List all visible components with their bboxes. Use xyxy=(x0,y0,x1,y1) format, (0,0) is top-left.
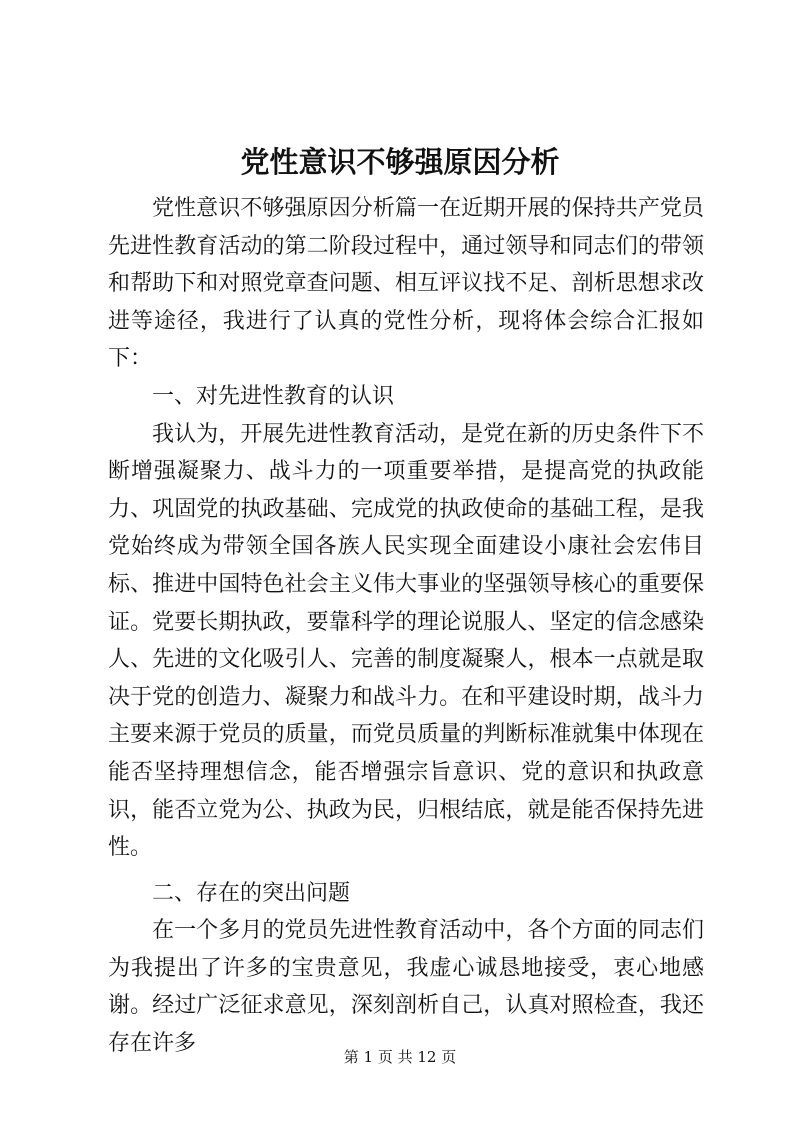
section-heading-2: 二、存在的突出问题 xyxy=(152,880,351,906)
paragraph-understanding: 我认为，开展先进性教育活动，是党在新的历史条件下不断增强凝聚力、战斗力的一项重要举措，是提高党的执政能力、巩固党的执政基础、完成党的执政使命的基础工程，是我党始终成为带领全国各族人民实现全面建设小康社会宏伟目标、推进中国特色社会主义伟大事业的坚强领导核心的重要保证。党要长期执政，要靠科学的理论说服人、坚定的信念感染人、先进的文化吸引人、完善的制度凝聚人，根本一点就是取决于党的创造力、凝聚力和战斗力。在和平建设时期，战斗力主要来源于党员的质量，而党员质量的判断标准就集中体现在能否坚持理想信念，能否增强宗旨意识、党的意识和执政意识，能否立党为公、执政为民，归根结底，就是能否保持先进性。 xyxy=(108,421,704,861)
paragraph-gap xyxy=(108,867,704,875)
paragraph-problems: 在一个多月的党员先进性教育活动中，各个方面的同志们为我提出了许多的宝贵意见，我虚心诚恳地接受，衷心地感谢。经过广泛征求意见，深刻剖析自己，认真对照检查，我还存在许多 xyxy=(108,918,704,1057)
document-body xyxy=(108,190,704,1063)
page-footer: 第 1 页 共 12 页 xyxy=(343,1048,457,1066)
section-heading-1: 一、对先进性教育的认识 xyxy=(152,383,395,409)
paragraph-intro: 党性意识不够强原因分析篇一在近期开展的保持共产党员先进性教育活动的第二阶段过程中，通过领导和同志们的带领和帮助下和对照党章查问题、相互评议找不足、剖析思想求改进等途径，我进行了认真的党性分析，现将体会综合汇报如下： xyxy=(108,196,704,372)
document-title: 党性意识不够强原因分析 xyxy=(240,145,560,179)
